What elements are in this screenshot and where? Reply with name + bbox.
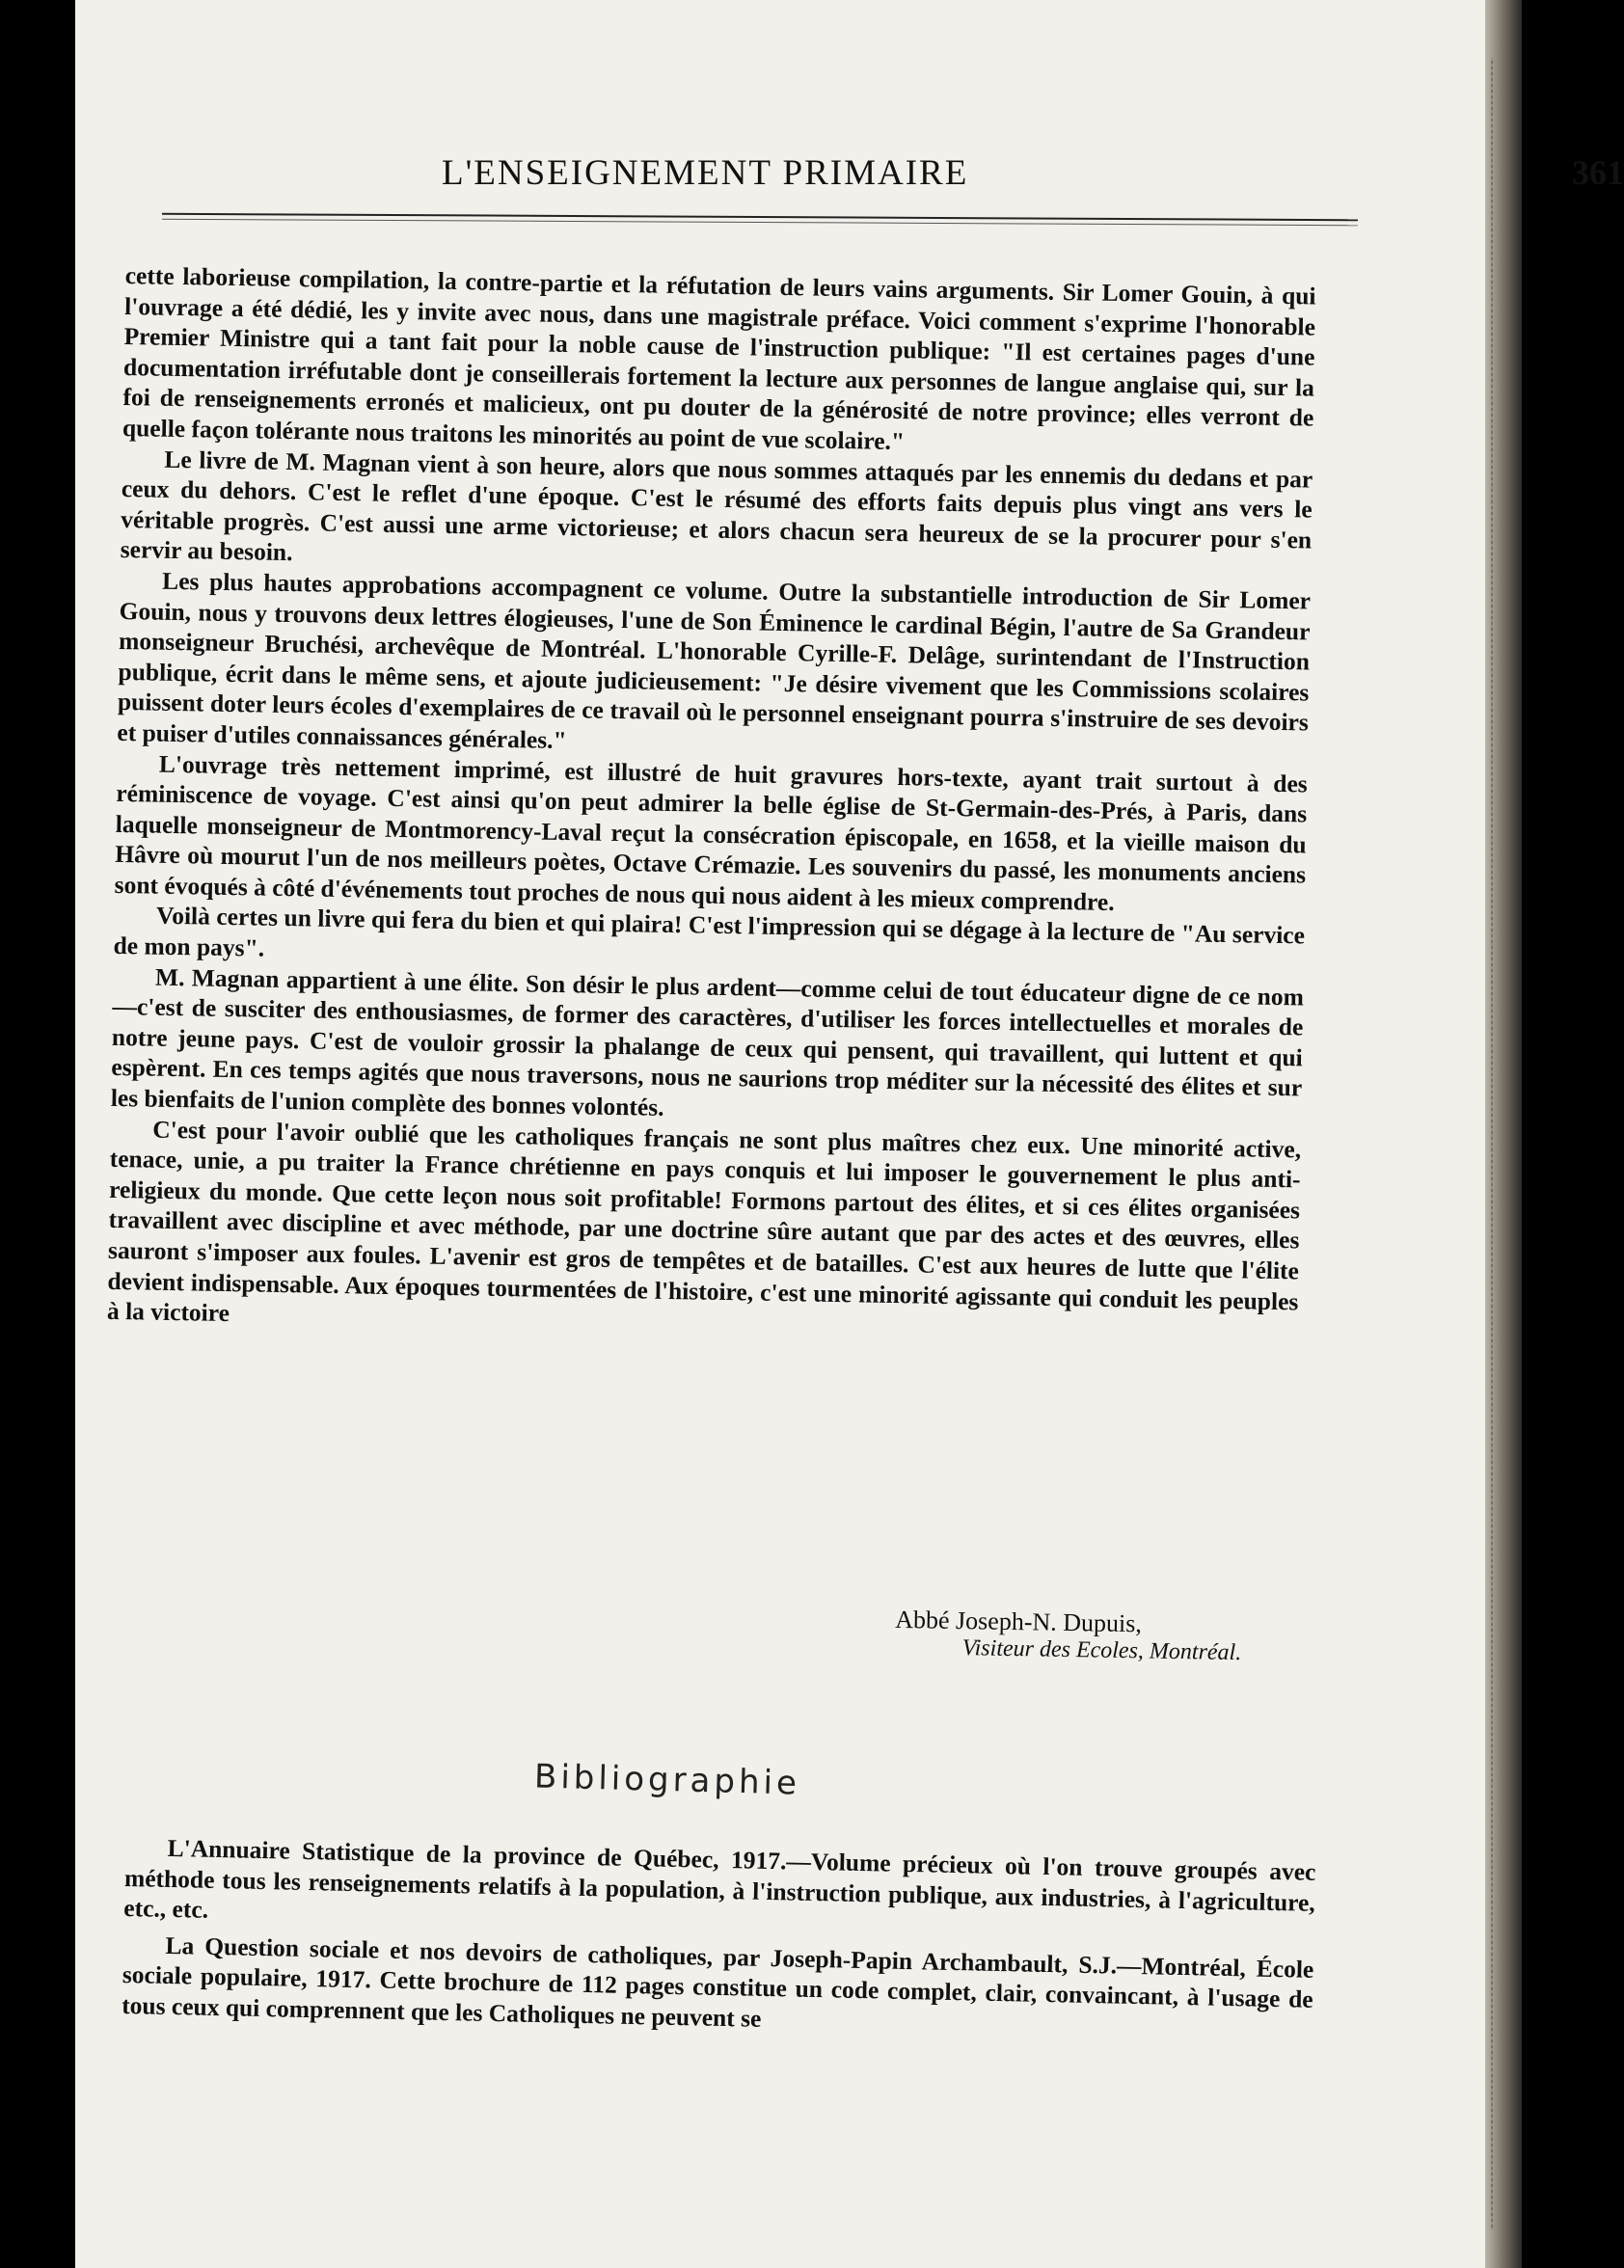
book-page-edge xyxy=(1485,0,1522,2268)
header-rule xyxy=(162,213,1358,226)
paragraph: Voilà certes un livre qui fera du bien et qui plaira! C'est l'impression qui se dégage à la lecture de "Au service de mon pays". xyxy=(113,902,1306,962)
author-title: Visiteur des Ecoles, Montréal. xyxy=(961,1635,1242,1666)
paragraph: L'ouvrage très nettement imprimé, est illustré de huit gravures hors-texte, ayant trait surtout à des réminiscence de voyage. C'est ainsi qu'on peut admirer la belle église de St-Germain-des-Prés, à Paris, dans laquelle monseigneur de Montmorency-Laval reçut la consécration épiscopale, en 1658, et la vieille maison du Hâvre où mourut l'un de nos meilleurs poètes, Octave Crémazie. Les souvenirs du passé, les monuments anciens sont évoqués à côté d'événements tout proches de nous qui nous aident à les mieux comprendre. xyxy=(114,749,1308,916)
article-body xyxy=(107,260,1316,1347)
paragraph: Le livre de M. Magnan vient à son heure, alors que nous sommes attaqués par les ennemis du dedans et par ceux du dehors. C'est le reflet d'une époque. C'est le résumé des efforts faits depuis plus vingt ans vers le véritable progrès. C'est aussi une arme victorieuse; et alors chacun sera heureux de se la procurer pour s'en servir au besoin. xyxy=(120,445,1313,567)
bibliography-list xyxy=(122,1832,1316,2051)
page-number: 361 xyxy=(1572,153,1624,192)
page-header xyxy=(442,152,1624,194)
paragraph: C'est pour l'avoir oublié que les catholiques français ne sont plus maîtres chez eux. Une minorité active, tenace, unie, a pu traiter la France chrétienne en pays conquis et lui imposer le gouvernement le plus anti-religieux du monde. Que cette leçon nous soit profitable! Formons partout des élites, et si ces élites organisées travaillent avec discipline et avec méthode, par une doctrine sûre autant que par des actes et des œuvres, elles sauront s'imposer aux foules. L'avenir est gros de tempêtes et de batailles. C'est aux heures de lutte que l'élite devient indispensable. Aux époques tourmentées de l'histoire, c'est une minorité agissante qui conduit les peuples à la victoire xyxy=(106,1115,1302,1328)
bibliography-heading: Bibliographie xyxy=(533,1757,801,1803)
bibliography-entry: La Question sociale et nos devoirs de catholiques, par Joseph-Papin Archambault, S.J.—Montréal, École sociale populaire, 1917. Cette brochure de 112 pages constitue un code complet, clair, convaincant, à l'usage de tous ceux qui comprennent que les Catholiques ne peuvent se xyxy=(121,1930,1314,2033)
author-signature xyxy=(818,1604,1320,1667)
paragraph: Les plus hautes approbations accompagnent ce volume. Outre la substantielle introduction de Sir Lomer Gouin, nous y trouvons deux lettres élogieuses, l'une de Son Éminence le cardinal Bégin, l'autre de Sa Grandeur monseigneur Bruchési, archevêque de Montréal. L'honorable Cyrille-F. Delâge, surintendant de l'Instruction publique, écrit dans le même sens, et ajoute judicieusement: "Je désire vivement que les Commissions scolaires puissent doter leurs écoles d'exemplaires de ce travail où le personnel enseignant pourra s'instruire de ses devoirs et puiser d'utiles connaissances générales." xyxy=(117,566,1312,754)
book-page xyxy=(75,0,1624,2268)
paragraph: cette laborieuse compilation, la contre-partie et la réfutation de leurs vains arguments. Sir Lomer Gouin, à qui l'ouvrage a été dédié, les y invite avec nous, dans une magistrale préface. Voici comment s'exprime l'honorable Premier Ministre qui a tant fait pour la noble cause de l'instruction publique: "Il est certaines pages d'une documentation irréfutable dont je conseillerais fortement la lecture aux personnes de langue anglaise qui, sur la foi de renseignements erronés et malicieux, ont pu douter de la générosité de notre province; elles verront de quelle façon tolérante nous traitons les minorités au point de vue scolaire." xyxy=(122,260,1316,456)
bibliography-entry: L'Annuaire Statistique de la province de Québec, 1917.—Volume précieux où l'on trouve groupés avec méthode tous les renseignements relatifs à la population, à l'instruction publique, aux industries, à l'agriculture, etc., etc. xyxy=(123,1833,1316,1925)
running-title: L'ENSEIGNEMENT PRIMAIRE xyxy=(442,153,969,193)
author-name: Abbé Joseph-N. Dupuis, xyxy=(895,1605,1143,1638)
paragraph: M. Magnan appartient à une élite. Son désir le plus ardent—comme celui de tout éducateur digne de ce nom—c'est de susciter des enthousiasmes, de former des caractères, d'utiliser les forces intellectuelles et morales de notre jeune pays. C'est de vouloir grossir la phalange de ceux qui pensent, qui travaillent, qui luttent et qui espèrent. En ces temps agités que nous traversons, nous ne saurions trop méditer sur la nécessité des élites et sur les bienfaits de l'union complète des bonnes volontés. xyxy=(110,962,1305,1121)
